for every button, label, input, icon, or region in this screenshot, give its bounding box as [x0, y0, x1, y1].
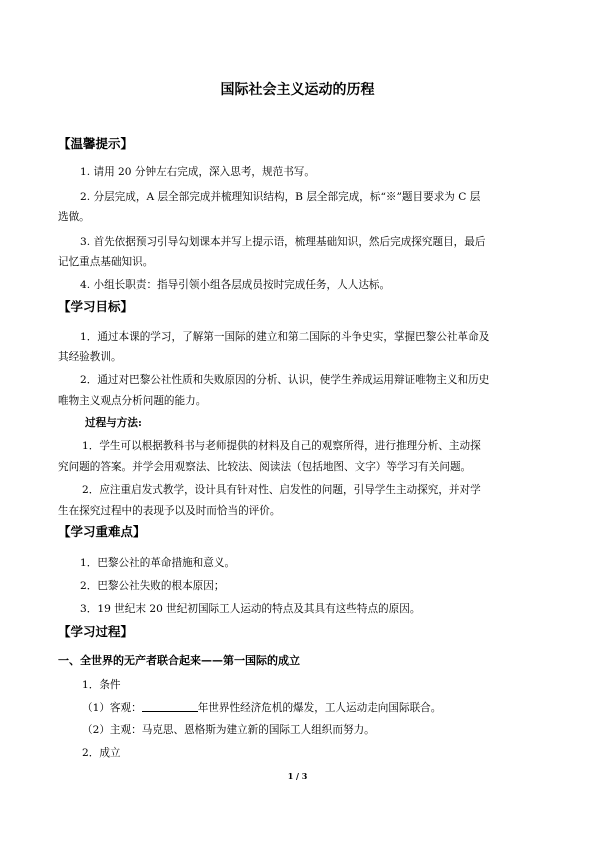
tips-line-4: 4. 小组长职责：指导引领小组各层成员按时完成任务，人人达标。 [80, 279, 391, 291]
goal-2b: 唯物主义观点分析问题的能力。 [58, 395, 207, 407]
process-heading: 【学习过程】 [58, 624, 134, 639]
method-1a: 1．学生可以根据教科书与老师提供的材料及自己的观察所得，进行推理分析、主动探 [82, 440, 481, 452]
tips-line-3b: 记忆重点基础知识。 [58, 256, 154, 268]
objective-prefix: （1）客观： [82, 702, 142, 714]
goal-2a: 2．通过对巴黎公社性质和失败原因的分析、认识，使学生养成运用辩证唯物主义和历史 [80, 374, 490, 386]
page-number: 1 / 3 [287, 771, 308, 781]
subjective-line: （2）主观：马克思、恩格斯为建立新的国际工人组织而努力。 [82, 724, 375, 736]
method-2b: 生在探究过程中的表现予以及时而恰当的评价。 [58, 505, 281, 517]
tips-line-2a: 2. 分层完成，A 层全部完成并梳理知识结构，B 层全部完成，标“※”题目要求为 C 层 [80, 191, 481, 203]
page-title: 国际社会主义运动的历程 [220, 82, 375, 98]
keypoint-2: 2．巴黎公社失败的根本原因； [80, 580, 225, 592]
keypoints-heading: 【学习重难点】 [58, 524, 146, 539]
tips-line-2b: 选做。 [58, 211, 90, 223]
tips-line-3a: 3. 首先依据预习引导勾划课本并写上提示语，梳理基础知识，然后完成探究题目，最后 [80, 236, 486, 248]
tips-heading: 【温馨提示】 [58, 136, 134, 151]
method-1b: 究问题的答案。并学会用观察法、比较法、阅读法（包括地图、文字）等学习有关问题。 [58, 461, 472, 473]
goals-heading: 【学习目标】 [58, 299, 134, 314]
method-2a: 2．应注重启发式教学，设计具有针对性、启发性的问题，引导学生主动探究，并对学 [82, 484, 481, 496]
keypoint-1: 1．巴黎公社的革命措施和意义。 [80, 557, 236, 569]
objective-line [82, 696, 441, 720]
keypoint-3: 3．19 世纪末 20 世纪初国际工人运动的特点及其具有这些特点的原因。 [80, 603, 421, 615]
objective-suffix: 年世界性经济危机的爆发，工人运动走向国际联合。 [197, 702, 442, 714]
goal-1b: 其经验教训。 [58, 351, 122, 363]
section-1-heading: 一、全世界的无产者联合起来——第一国际的成立 [58, 654, 300, 667]
founding-label: 2．成立 [82, 747, 121, 759]
condition-label: 1．条件 [82, 679, 121, 691]
fill-blank[interactable] [142, 700, 198, 712]
method-heading: 过程与方法: [85, 417, 142, 429]
tips-line-1: 1. 请用 20 分钟左右完成，深入思考，规范书写。 [80, 166, 315, 178]
goal-1a: 1．通过本课的学习，了解第一国际的建立和第二国际的斗争史实，掌握巴黎公社革命及 [80, 331, 490, 343]
